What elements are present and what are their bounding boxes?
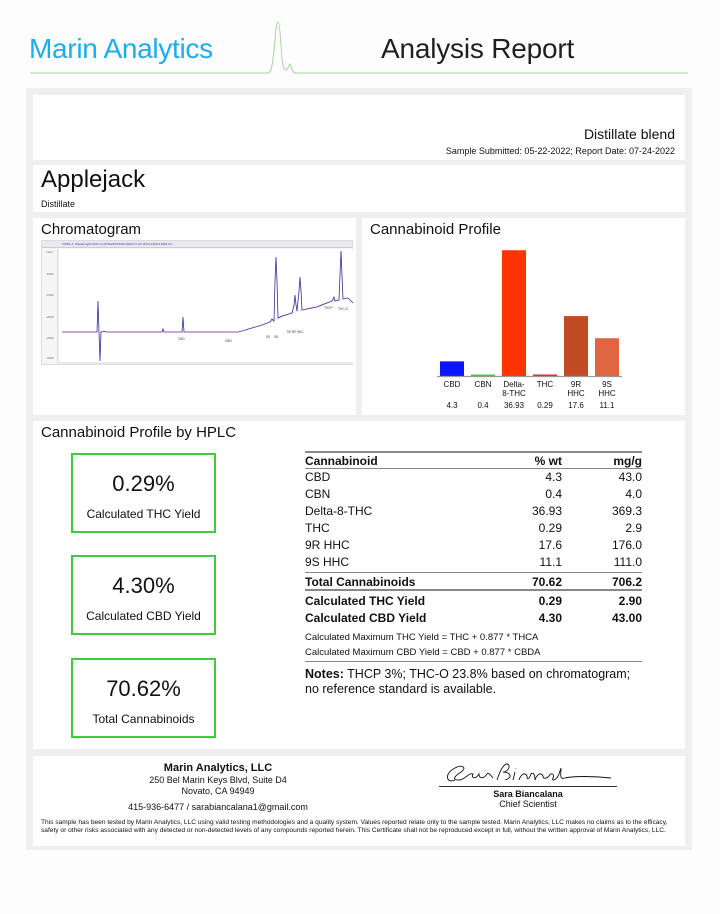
signature-icon <box>433 760 623 786</box>
cell-pct: 4.3 <box>545 470 562 484</box>
hplc-title: Cannabinoid Profile by HPLC <box>41 424 237 441</box>
cell-mg: 2.90 <box>618 594 642 608</box>
bar-cbn <box>471 375 495 377</box>
footer-panel <box>33 756 685 846</box>
table-row <box>305 537 642 554</box>
cell-pct: 0.29 <box>538 521 562 535</box>
svg-text:-1500: -1500 <box>46 293 54 297</box>
cell-name: 9S HHC <box>305 555 350 569</box>
cell-mg: 111.0 <box>613 555 642 569</box>
cell-pct: 36.93 <box>531 504 562 518</box>
x-tick-label: THC <box>536 380 554 389</box>
cell-mg: 4.0 <box>625 487 642 501</box>
col-header-cannabinoid: Cannabinoid <box>305 454 378 468</box>
bar-thc <box>533 375 557 377</box>
product-name: Applejack <box>41 166 146 193</box>
peak-label-hhc: 9S 9R HHC <box>287 330 304 334</box>
peak-label-d9: D9 <box>266 335 271 339</box>
cell-name: CBN <box>305 487 331 501</box>
formula-cbd <box>305 645 642 662</box>
bar-9s-hhc <box>595 338 619 376</box>
cell-mg: 369.3 <box>611 504 642 518</box>
chromatogram-title: Chromatogram <box>41 221 142 238</box>
svg-text:-3000: -3000 <box>46 356 54 360</box>
sample-info-panel <box>33 95 685 160</box>
formula-text: Calculated Maximum THC Yield = THC + 0.877 * THCA <box>305 632 539 643</box>
table-row <box>305 469 642 486</box>
peak-label-d8: D8 <box>274 335 279 339</box>
bar-9r-hhc <box>564 316 588 376</box>
cell-name: Calculated CBD Yield <box>305 611 427 625</box>
x-tick-label: Delta- <box>503 380 525 389</box>
profile-bar-chart <box>362 218 685 415</box>
table-yield-row-cbd <box>305 610 642 627</box>
x-tick-label: 8-THC <box>502 389 526 398</box>
table-row <box>305 486 642 503</box>
table-yield-row-thc <box>305 593 642 610</box>
peak-label-cbd: CBD <box>178 337 185 341</box>
report-title: Analysis Report <box>381 33 575 64</box>
notes <box>305 667 645 697</box>
table-total-row <box>305 572 642 591</box>
peak-label-cbn: CBN <box>225 339 232 343</box>
product-type: Distillate <box>41 199 76 209</box>
kpi-value: 70.62% <box>106 676 181 701</box>
chromatogram-image <box>41 240 353 365</box>
cell-pct: 17.6 <box>538 538 562 552</box>
signature-line <box>439 786 617 787</box>
signer-title: Chief Scientist <box>499 799 557 809</box>
cell-name: Calculated THC Yield <box>305 594 426 608</box>
x-tick-label: CBD <box>443 380 461 389</box>
signer-name: Sara Biancalana <box>493 789 563 799</box>
kpi-total-cannabinoids <box>71 658 216 738</box>
company-address-2: Novato, CA 94949 <box>181 786 255 796</box>
table-row <box>305 520 642 537</box>
product-panel <box>33 165 685 212</box>
table-header-row <box>305 451 642 469</box>
company-name: Marin Analytics, LLC <box>163 762 273 774</box>
col-header-pct-wt: % wt <box>534 454 562 468</box>
cell-name: THC <box>305 521 330 535</box>
notes-text: THCP 3%; THC-O 23.8% based on chromatogram; no reference standard is available. <box>305 667 631 696</box>
chromatogram-header: VWD1 A, Wavelength=220 nm (072022\072022 2022-07-22 16-01-13\013-0401.D) <box>42 241 352 248</box>
svg-text:-1000: -1000 <box>46 272 54 276</box>
value-label: 4.3 <box>446 401 458 410</box>
x-tick-label: HHC <box>598 389 616 398</box>
bar-delta-8-thc <box>502 250 526 376</box>
kpi-cbd-yield <box>71 555 216 635</box>
notes-label: Notes: <box>305 667 344 681</box>
cell-name: Total Cannabinoids <box>305 575 416 589</box>
kpi-label: Calculated THC Yield <box>86 507 201 521</box>
kpi-value: 4.30% <box>112 573 175 598</box>
cell-pct: 4.30 <box>538 611 562 625</box>
formula-text: Calculated Maximum CBD Yield = CBD + 0.877 * CBDA <box>305 647 541 658</box>
company-address-1: 250 Bel Marin Keys Blvd, Suite D4 <box>149 775 287 785</box>
cannabinoid-table <box>305 451 642 662</box>
company-contact: 415-936-6477 / sarabiancalana1@gmail.com <box>128 802 308 812</box>
svg-text:-2500: -2500 <box>46 336 54 340</box>
cell-pct: 0.4 <box>545 487 562 501</box>
value-label: 36.93 <box>503 401 525 410</box>
kpi-label: Calculated CBD Yield <box>86 609 201 623</box>
value-label: 11.1 <box>599 401 615 410</box>
kpi-value: 0.29% <box>112 471 175 496</box>
value-label: 17.6 <box>568 401 584 410</box>
formula-thc <box>305 630 642 645</box>
cell-mg: 706.2 <box>611 575 642 589</box>
cell-name: Delta-8-THC <box>305 504 373 518</box>
svg-text:-2000: -2000 <box>46 315 54 319</box>
x-tick-label: CBN <box>474 380 492 389</box>
table-row <box>305 503 642 520</box>
cell-mg: 43.00 <box>611 611 642 625</box>
cell-name: CBD <box>305 470 331 484</box>
peak-label-thcp: THCP <box>324 306 333 310</box>
kpi-thc-yield <box>71 453 216 533</box>
company-info <box>123 762 313 812</box>
table-row <box>305 554 642 571</box>
value-label: 0.29 <box>537 401 553 410</box>
cell-mg: 43.0 <box>618 470 642 484</box>
disclaimer: This sample has been tested by Marin Analytics, LLC using valid testing methodologies and a quality system. Values reported relate only to the sample tested. Marin Analytics, LLC makes no claims as to the efficacy, safety or other risks associated with any detected or non-detected levels of any compounds reported herein. This Certificate shall not be reproduced except in full, without the written approval of Marin Analytics, LLC. <box>41 819 668 834</box>
x-tick-label: HHC <box>567 389 585 398</box>
chromatogram-panel <box>33 218 356 415</box>
x-tick-label: 9S <box>602 380 612 389</box>
cell-name: 9R HHC <box>305 538 350 552</box>
sample-blend: Distillate blend <box>583 126 675 142</box>
peak-label-thco: THC-O <box>338 307 349 311</box>
signature-block <box>433 760 623 809</box>
cell-mg: 176.0 <box>611 538 642 552</box>
col-header-mg-g: mg/g <box>613 454 642 468</box>
x-tick-label: 9R <box>570 380 582 389</box>
brand-logo-text: Marin Analytics <box>29 33 213 64</box>
profile-chart-title: Cannabinoid Profile <box>370 221 501 238</box>
kpi-label: Total Cannabinoids <box>92 712 195 726</box>
value-label: 0.4 <box>477 401 489 410</box>
profile-chart-panel <box>362 218 685 415</box>
cell-pct: 0.29 <box>538 594 562 608</box>
svg-text:mAU: mAU <box>46 250 53 254</box>
sample-dates: Sample Submitted: 05-22-2022; Report Date: 07-24-2022 <box>445 146 675 156</box>
cell-mg: 2.9 <box>625 521 642 535</box>
cell-pct: 70.62 <box>531 575 562 589</box>
chromatogram-trace <box>42 241 354 366</box>
bar-cbd <box>440 361 464 376</box>
cell-pct: 11.1 <box>539 555 562 569</box>
